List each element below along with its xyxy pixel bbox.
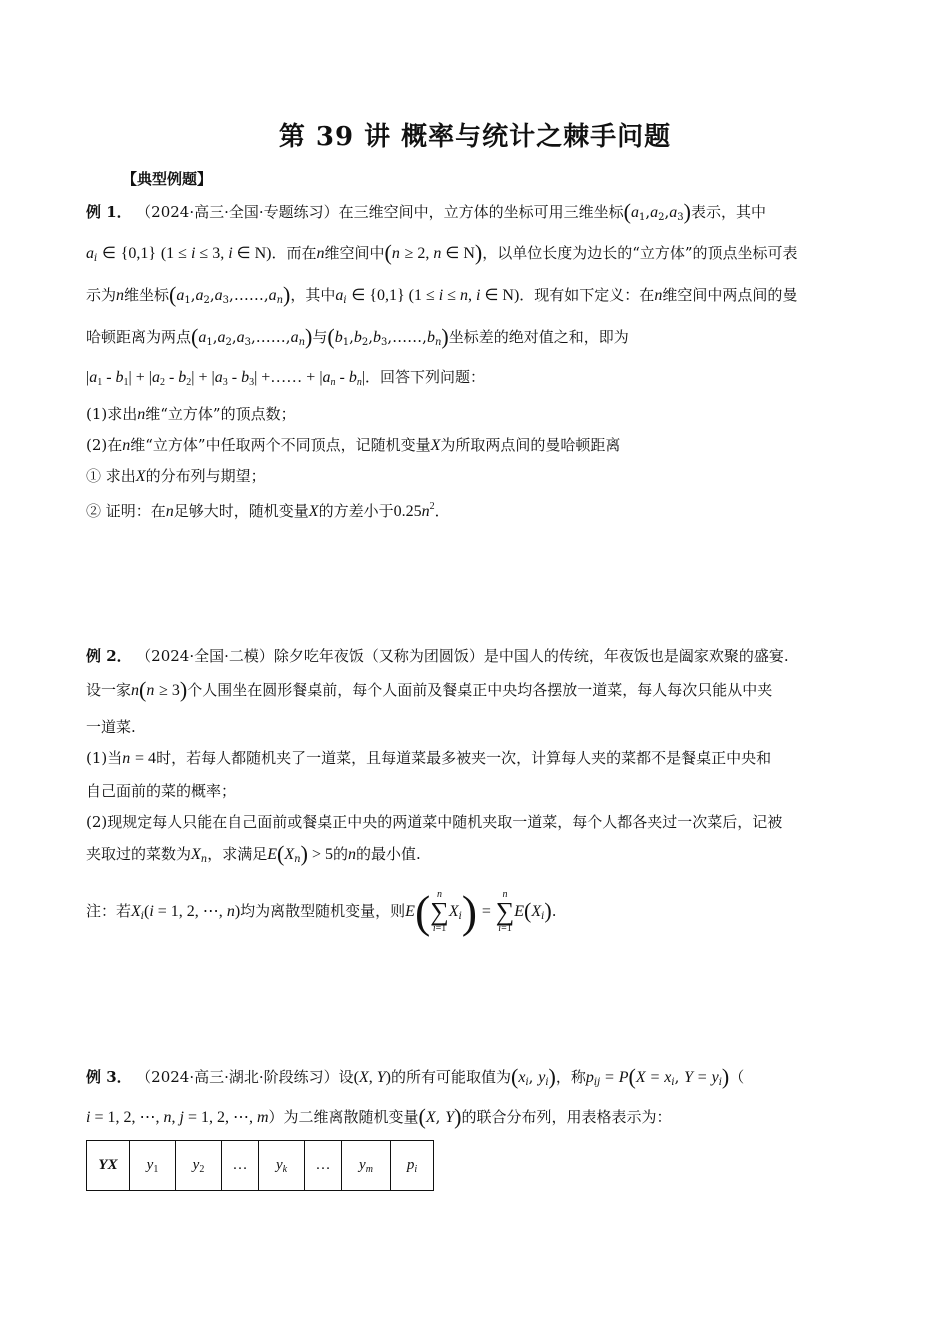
example3-line1: 例 3． （2024·高三·湖北·阶段练习）设(X, Y)的所有可能取值为($x_i$, $y_i$)，称$p_{ij} = P(X = x_i$, $Y = y_i$)（ [86,1064,745,1089]
table-header-cell: YX [87,1141,130,1191]
table-header-cell: $y_1$ [130,1141,176,1191]
example1-line3: 示为n维坐标$(a_1,a_2,a_3,\dots\dots,a_n)$，其中$a_i$ ∈ {0,1} (1 ≤ i ≤ n, i ∈ N)．现有如下定义：在n维空间中两点间的曼 [86,282,798,307]
example1-q4: ② 证明：在n足够大时，随机变量X的方差小于$0.25n^2$． [86,501,450,520]
example1-line2: $a_i$ ∈ {0,1} (1 ≤ i ≤ 3, i ∈ N)．而在n维空间中(n ≥ 2, n ∈ N)，以单位长度为边长的“立方体”的顶点坐标可表 [86,240,798,265]
example3-line2: i = 1, 2, ⋯, n, j = 1, 2, ⋯, m）为二维离散随机变量(X, Y)的联合分布列，用表格表示为： [86,1104,672,1129]
example1-line1: 例 1． （2024·高三·全国·专题练习）在三维空间中，立方体的坐标可用三维坐标$(a_1,a_2,a_3)$表示，其中 [86,199,767,224]
table-header-cell: $y_k$ [259,1141,305,1191]
example2-line3: 一道菜. [86,718,136,736]
example1-line4: 哈顿距离为两点$(a_1,a_2,a_3,\dots\dots,a_n)$与$(b_1,b_2,b_3,\dots\dots,b_n)$坐标差的绝对值之和，即为 [86,324,629,349]
example2-note: 注：若$X_i(i = 1$, 2, ⋯, n)均为离散型随机变量，则E( n ∑ $i=1X_i) = n$ ∑ $i=1E(X_i)$. [86,886,557,937]
example2-q2: (2)现规定每人只能在自己面前或餐桌正中央的两道菜中随机夹取一道菜，每个人都各夹过一次菜后，记被 [86,813,783,831]
joint-distribution-table [86,1140,434,1191]
table-header-cell: $p_i$ [391,1141,434,1191]
example2-head: 例 2． [86,647,132,665]
example3-head: 例 3． [86,1068,132,1086]
example2-line1: 例 2． （2024·全国·二模）除夕吃年夜饭（又称为团圆饭）是中国人的传统，年夜饭也是阖家欢聚的盛宴. [86,647,789,665]
example2-q2-cont: 夹取过的菜数为$X_n$，求满足$E(X_n) > 5$的n的最小值. [86,841,421,866]
example1-line5: $|a_1 - b_1| + |a_2 - b_2| + |a_3 - b_3|$ +…… + $|a_n - b_n|$．回答下列问题： [86,368,486,388]
example1-head: 例 1． [86,203,132,221]
table-header-cell: … [305,1141,342,1191]
table-row [87,1141,434,1191]
table-header-cell: … [222,1141,259,1191]
table-header-cell: $y_2$ [176,1141,222,1191]
example1-q3: ① 求出X的分布列与期望； [86,467,266,485]
example2-line2: 设一家n(n ≥ 3)个人围坐在圆形餐桌前，每个人面前及餐桌正中央均各摆放一道菜，每人每次只能从中夹 [86,677,773,702]
section-label: 【典型例题】 [122,170,213,188]
example2-q1: (1)当n = 4时，若每人都随机夹了一道菜，且每道菜最多被夹一次，计算每人夹的菜都不是餐桌正中央和 [86,749,772,767]
example1-q2: (2)在n维“立方体”中任取两个不同顶点，记随机变量X为所取两点间的曼哈顿距离 [86,436,621,454]
example2-q1-cont: 自己面前的菜的概率； [86,782,237,800]
page-title: 第 39 讲 概率与统计之棘手问题 [278,122,672,152]
example1-q1: (1)求出n维“立方体”的顶点数； [86,405,296,423]
table-header-cell: $y_m$ [342,1141,391,1191]
